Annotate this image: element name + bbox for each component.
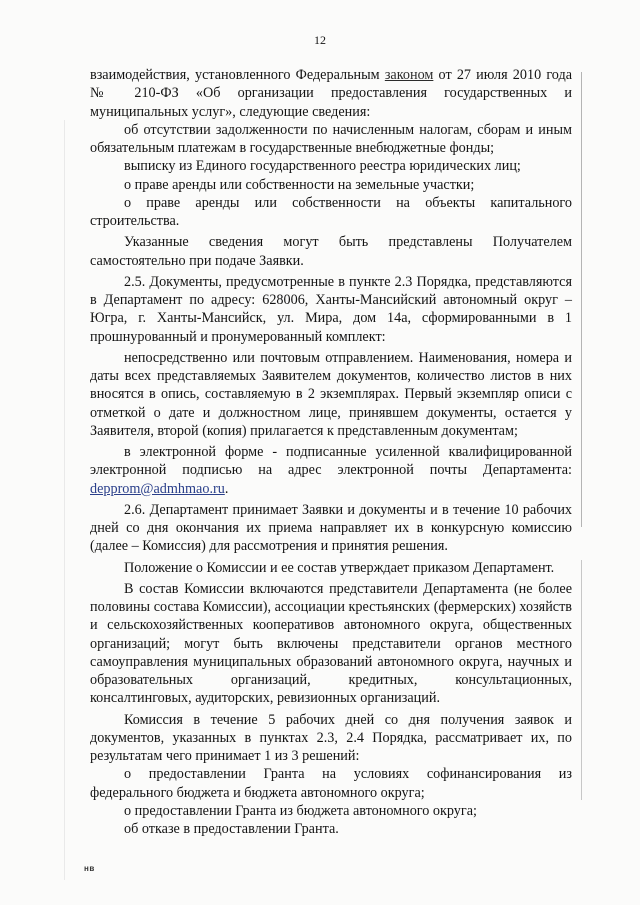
paragraph-land-rights: о праве аренды или собственности на земельные участки; <box>124 176 475 193</box>
paragraph-2-5: 2.5. Документы, предусмотренные в пункте 2.3 Порядка, представляются в Департамент по адресу: 628006, Ханты-Мансийский автономный округ – Югра, г. Ханты-Мансийск, ул. Мира, дом 14а, сформированными в 1 прошнурованный и пронумерованный комплект: <box>90 273 572 345</box>
paragraph-decision-refusal: об отказе в предоставлении Гранта. <box>124 821 339 837</box>
paragraph-decision-cofinancing: о предоставлении Гранта на условиях софинансирования из федерального бюджета и бюджета автономного округа; <box>90 766 572 801</box>
page-number: 12 <box>314 33 326 47</box>
paragraph-info-note: Указанные сведения могут быть представлены Получателем самостоятельно при подаче Заявки. <box>90 234 572 269</box>
paragraph-text: в электронной форме - подписанные усиленной квалифицированной электронной подписью на адрес электронной почты Департамента: <box>90 444 572 479</box>
paragraph-debt-info: об отсутствии задолженности по начисленным налогам, сборам и иным обязательным платежам в государственные внебюджетные фонды; <box>90 121 572 156</box>
paragraph-construction-rights: о праве аренды или собственности на объекты капитального строительства. <box>90 194 572 229</box>
email-link[interactable]: depprom@admhmao.ru <box>90 480 225 497</box>
paragraph-commission-regulation: Положение о Комиссии и ее состав утверждает приказом Департамент. <box>124 559 555 576</box>
paragraph-electronic-form <box>90 443 572 498</box>
paragraph-2-6: 2.6. Департамент принимает Заявки и документы и в течение 10 рабочих дней со дня окончания их приема направляет их в конкурсную комиссию (далее – Комиссия) для рассмотрения и принятия решения. <box>90 501 572 555</box>
paragraph-commission-review: Комиссия в течение 5 рабочих дней со дня получения заявок и документов, указанных в пунктах 2.3, 2.4 Порядка, рассматривает их, по результатам чего принимает 1 из 3 решений: <box>90 711 572 764</box>
paragraph-text: от 27 июля 2010 года № 210-ФЗ «Об организации предоставления государственных и муниципальных услуг», следующие сведения: <box>90 67 572 120</box>
scan-artifact-left <box>64 120 65 880</box>
footer-mark: нв <box>84 864 95 873</box>
paragraph-decision-regional: о предоставлении Гранта из бюджета автономного округа; <box>124 802 477 819</box>
law-link[interactable]: законом <box>384 67 434 83</box>
scan-artifact-line-lower <box>581 560 582 800</box>
scan-artifact-line-upper <box>581 72 582 527</box>
paragraph-text: взаимодействия, установленного Федеральным <box>90 67 385 83</box>
paragraph-direct-delivery: непосредственно или почтовым отправлением. Наименования, номера и даты всех представляемых Заявителем документов, количество листов в них вносятся в опись, составляемую в 2 экземплярах. Первый экземпляр описи с отметкой о дате и должностном лице, принявшем документы, остается у Заявителя, второй (копия) прилагается к представленным документам; <box>90 349 572 439</box>
paragraph-intro <box>90 66 572 121</box>
paragraph-commission-composition: В состав Комиссии включаются представители Департамента (не более половины состава Комиссии), ассоциации крестьянских (фермерских) хозяйств и сельскохозяйственных кооперативов автономного округа, общественных организаций; могут быть включены представители органов местного самоуправления муниципальных образований автономного округа, научных и образовательных организаций, кредитных, консультационных, консалтинговых, аудиторских, ревизионных организаций. <box>90 580 572 707</box>
paragraph-egrul: выписку из Единого государственного реестра юридических лиц; <box>124 158 521 175</box>
paragraph-text: . <box>224 480 229 497</box>
document-body <box>90 66 572 838</box>
